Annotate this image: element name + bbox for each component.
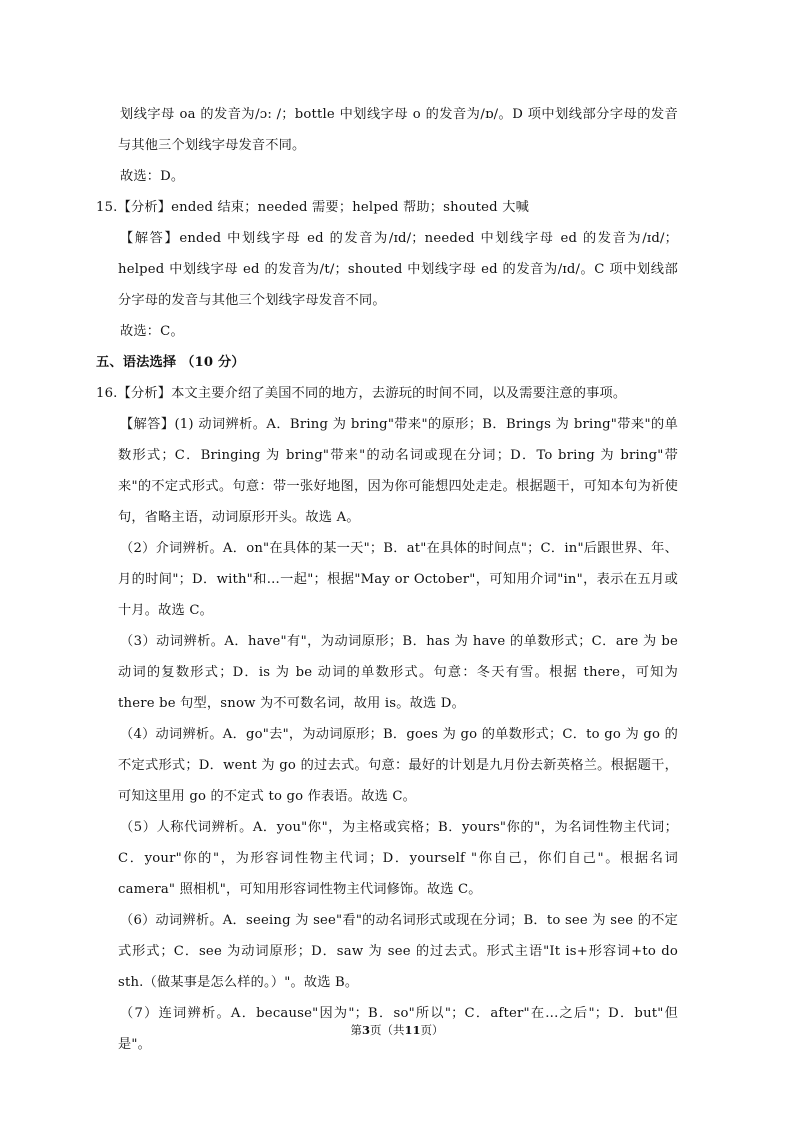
paragraph-14-conclusion: 故选：D。 bbox=[120, 169, 185, 184]
footer-middle: 页（共 bbox=[370, 1023, 405, 1037]
paragraph-16-answer-5: （5）人称代词辨析。A．you"你"，为主格或宾格；B．yours"你的"，为名词性物主代词；C．your"你的"，为形容词性物主代词；D．yourself "你自己，你们自己"。根据名词 camera" 照相机"，可知用形容词性物主代词修饰。故选 C。 bbox=[118, 820, 678, 897]
paragraph-15-answer: 【解答】ended 中划线字母 ed 的发音为/ɪd/；needed 中划线字母 ed 的发音为/ɪd/；helped 中划线字母 ed 的发音为/t/；shouted 中划线字母 ed 的发音为/ɪd/。C 项中划线部分字母的发音与其他三个划线字母发音不同。 bbox=[118, 231, 678, 308]
paragraph-16-analysis: 16.【分析】本文主要介绍了美国不同的地方，去游玩的时间不同，以及需要注意的事项。 bbox=[96, 386, 627, 401]
paragraph-16-answer-4: （4）动词辨析。A．go"去"，为动词原形；B．goes 为 go 的单数形式；C．to go 为 go 的不定式形式；D．went 为 go 的过去式。句意：最好的计划是九月份去新英格兰。根据题干，可知这里用 go 的不定式 to go 作表语。故选 C。 bbox=[118, 727, 678, 804]
footer-suffix: 页） bbox=[420, 1023, 444, 1037]
section-heading-grammar: 五、语法选择 （10 分） bbox=[96, 355, 245, 370]
paragraph-14-answer-continued: 划线字母 oa 的发音为/ɔ: /；bottle 中划线字母 o 的发音为/ɒ/。D 项中划线部分字母的发音与其他三个划线字母发音不同。 bbox=[118, 107, 678, 153]
paragraph-15-conclusion: 故选：C。 bbox=[120, 324, 184, 339]
paragraph-16-answer-7: （7）连词辨析。A．because"因为"；B．so"所以"；C．after"在...之后"；D．but"但是"。 bbox=[118, 1006, 678, 1052]
paragraph-16-answer-3: （3）动词辨析。A．have"有"，为动词原形；B．has 为 have 的单数形式；C．are 为 be 动词的复数形式；D．is 为 be 动词的单数形式。句意：冬天有雪。根据 there，可知为 there be 句型，snow 为不可数名词，故用 is。故选 D。 bbox=[118, 634, 678, 711]
paragraph-16-answer-6: （6）动词辨析。A．seeing 为 see"看"的动名词形式或现在分词；B．to see 为 see 的不定式形式；C．see 为动词原形；D．saw 为 see 的过去式。形式主语"It is+形容词+to do sth.（做某事是怎么样的。）"。故选 B。 bbox=[118, 913, 678, 990]
paragraph-16-answer-2: （2）介词辨析。A．on"在具体的某一天"；B．at"在具体的时间点"；C．in"后跟世界、年、月的时间"；D．with"和...一起"；根据"May or October"，可知用介词"in"，表示在五月或十月。故选 C。 bbox=[118, 541, 678, 618]
footer-total-pages: 11 bbox=[404, 1023, 421, 1037]
page-content bbox=[96, 99, 678, 1060]
footer-prefix: 第 bbox=[350, 1023, 362, 1037]
paragraph-15-analysis: 15.【分析】ended 结束；needed 需要；helped 帮助；shouted 大喊 bbox=[96, 200, 529, 215]
paragraph-16-answer-1: 【解答】(1) 动词辨析。A．Bring 为 bring"带来"的原形；B．Brings 为 bring"带来"的单数形式；C．Bringing 为 bring"带来"的动名词或现在分词；D．To bring 为 bring"带来"的不定式形式。句意：带一张好地图，因为你可能想四处走走。根据题干，可知本句为祈使句，省略主语，动词原形开头。故选 A。 bbox=[118, 417, 678, 525]
footer-page-number: 3 bbox=[361, 1023, 370, 1037]
page-footer bbox=[0, 1022, 794, 1038]
